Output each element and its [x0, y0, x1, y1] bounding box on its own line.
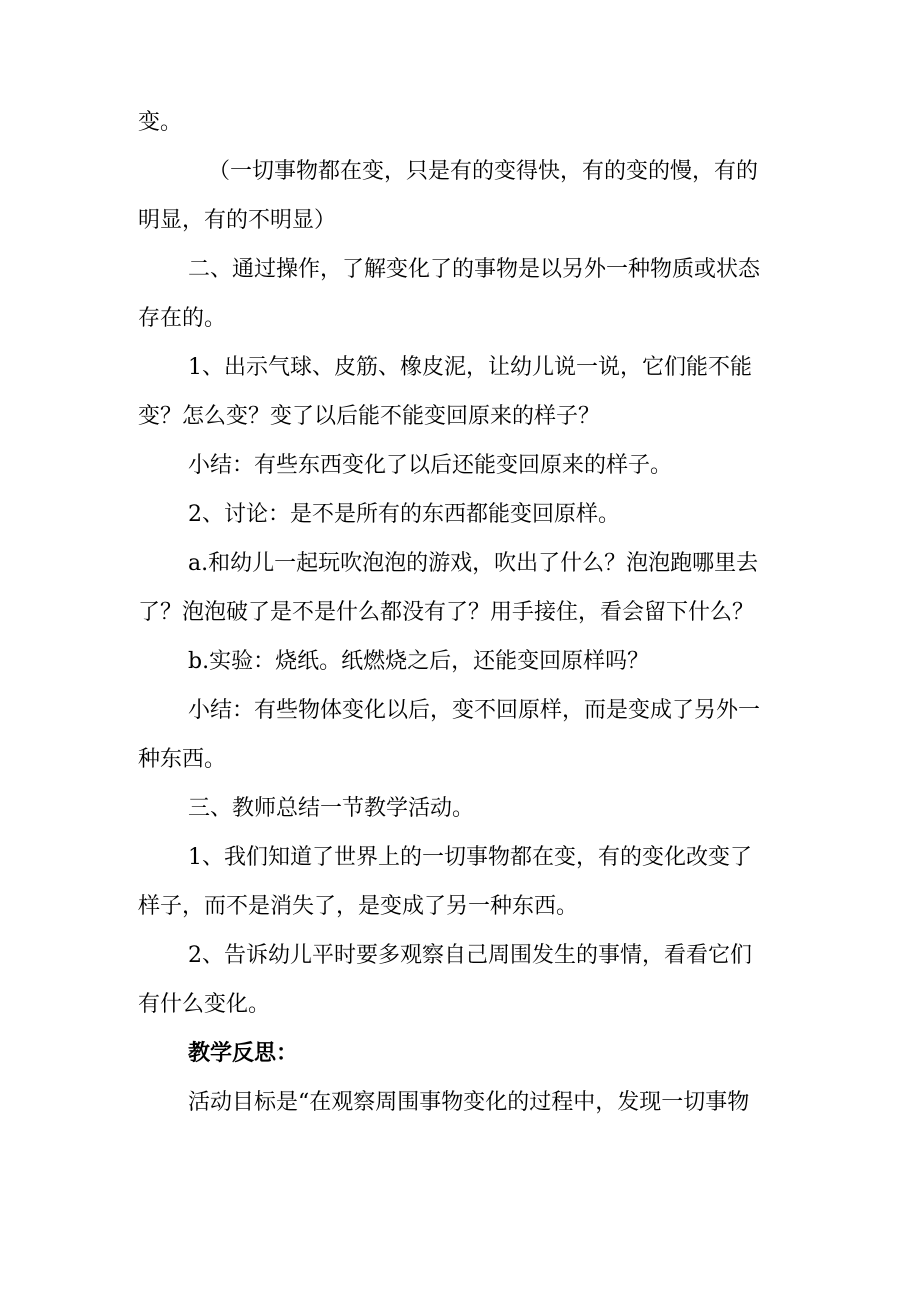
text-line: 1、出示气球、皮筋、橡皮泥，让幼儿说一说，它们能不能 — [188, 355, 752, 380]
text-line: 种东西。 — [138, 747, 227, 772]
text-line: 变？怎么变？变了以后能不能变回原来的样子？ — [138, 404, 601, 429]
text-line: 1、我们知道了世界上的一切事物都在变，有的变化改变了 — [188, 845, 752, 870]
text-line: 活动目标是“在观察周围事物变化的过程中，发现一切事物 — [188, 1090, 750, 1115]
text-line: 存在的。 — [138, 306, 227, 331]
text-line: 2、告诉幼儿平时要多观察自己周围发生的事情，看看它们 — [188, 943, 752, 968]
section-heading: 二、通过操作，了解变化了的事物是以另外一种物质或状态 — [188, 257, 761, 282]
text-line: 小结：有些东西变化了以后还能变回原来的样子。 — [188, 453, 673, 478]
text-line: 有什么变化。 — [138, 992, 271, 1017]
text-line: a.和幼儿一起玩吹泡泡的游戏，吹出了什么？泡泡跑哪里去 — [188, 551, 759, 576]
text-line: （一切事物都在变，只是有的变得快，有的变的慢，有的 — [208, 159, 759, 184]
text-line: 了？泡泡破了是不是什么都没有了？用手接住，看会留下什么？ — [138, 600, 755, 625]
text-line: 样子，而不是消失了，是变成了另一种东西。 — [138, 894, 579, 919]
text-line: 小结：有些物体变化以后，变不回原样，而是变成了另外一 — [188, 698, 761, 723]
text-line: b.实验：烧纸。纸燃烧之后，还能变回原样吗？ — [188, 649, 650, 674]
text-line: 明显，有的不明显） — [138, 208, 337, 233]
reflection-heading: 教学反思： — [188, 1040, 299, 1066]
section-heading: 三、教师总结一节教学活动。 — [188, 796, 475, 821]
text-line: 2、讨论：是不是所有的东西都能变回原样。 — [188, 502, 620, 527]
text-line: 变。 — [138, 110, 183, 135]
document-body — [138, 98, 788, 1127]
